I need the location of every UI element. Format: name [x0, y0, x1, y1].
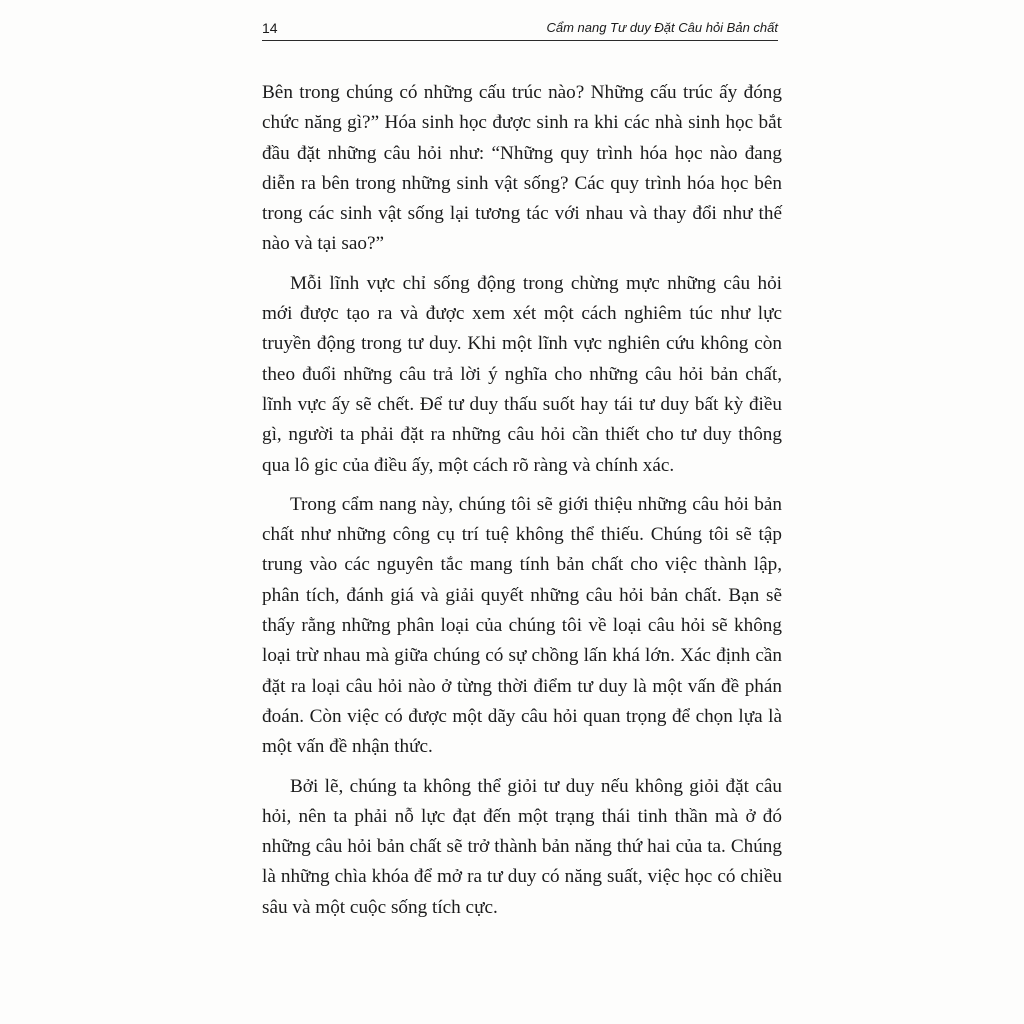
paragraph: Bên trong chúng có những cấu trúc nào? Những cấu trúc ấy đóng chức năng gì?” Hóa sinh học được sinh ra khi các nhà sinh học bắt đầu đặt những câu hỏi như: “Những quy trình hóa học nào đang diễn ra bên trong những sinh vật sống? Các quy trình hóa học bên trong các sinh vật sống lại tương tác với nhau và thay đổi như thế nào và tại sao?”	[262, 82, 782, 255]
page-number: 14	[262, 20, 278, 36]
paragraph: Mỗi lĩnh vực chỉ sống động trong chừng mực những câu hỏi mới được tạo ra và được xem xét một cách nghiêm túc như lực truyền động trong tư duy. Khi một lĩnh vực nghiên cứu không còn theo đuổi những câu trả lời ý nghĩa cho những câu hỏi bản chất, lĩnh vực ấy sẽ chết. Để tư duy thấu suốt hay tái tư duy bất kỳ điều gì, người ta phải đặt ra những câu hỏi cần thiết cho tư duy thông qua lô gic của điều ấy, một cách rõ ràng và chính xác.	[262, 272, 782, 476]
body-text	[262, 78, 782, 932]
running-title: Cẩm nang Tư duy Đặt Câu hỏi Bản chất	[546, 20, 778, 35]
paragraph: Bởi lẽ, chúng ta không thể giỏi tư duy nếu không giỏi đặt câu hỏi, nên ta phải nỗ lực đạt đến một trạng thái tinh thần mà ở đó những câu hỏi bản chất sẽ trở thành bản năng thứ hai của ta. Chúng là những chìa khóa để mở ra tư duy có năng suất, việc học có chiều sâu và một cuộc sống tích cực.	[262, 775, 782, 918]
page-header	[262, 18, 778, 41]
paragraph: Trong cẩm nang này, chúng tôi sẽ giới thiệu những câu hỏi bản chất như những công cụ trí tuệ không thể thiếu. Chúng tôi sẽ tập trung vào các nguyên tắc mang tính bản chất cho việc thành lập, phân tích, đánh giá và giải quyết những câu hỏi bản chất. Bạn sẽ thấy rằng những phân loại của chúng tôi về loại câu hỏi sẽ không loại trừ nhau mà giữa chúng có sự chồng lấn khá lớn. Xác định cần đặt ra loại câu hỏi nào ở từng thời điểm tư duy là một vấn đề phán đoán. Còn việc có được một dãy câu hỏi quan trọng để chọn lựa là một vấn đề nhận thức.	[262, 493, 782, 758]
